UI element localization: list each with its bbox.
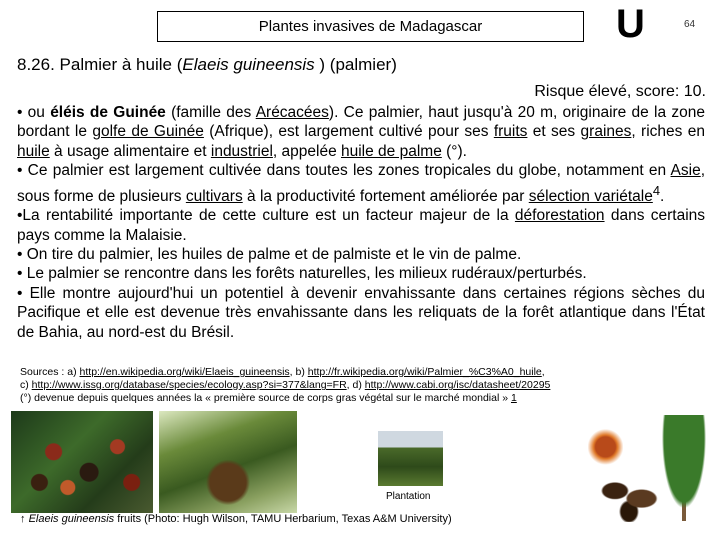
paragraph-invasive-potential: • Elle montre aujourd'hui un potentiel à devenir envahissante dans certaines régions sèches du Pacifique et elle est devenue très envahissante dans les reliquats de la forêt atlantique dans l'État de Bahia, au nord-est du Brésil.	[17, 284, 705, 341]
risk-score: Risque élevé, score: 10.	[534, 83, 706, 100]
footnote-link-1[interactable]: 1	[510, 392, 517, 405]
logo-u: U	[616, 2, 645, 46]
photo-seeds	[594, 470, 664, 522]
paragraph-habitat: • Le palmier se rencontre dans les forêts naturelles, les milieux rudéraux/perturbés.	[17, 265, 587, 283]
link-fruits[interactable]: fruits	[493, 123, 528, 141]
link-industriel[interactable]: industriel	[210, 142, 273, 160]
photo-palm-tree	[159, 411, 297, 513]
paragraph-products: • On tire du palmier, les huiles de palme et de palmiste et le vin de palme.	[17, 246, 522, 263]
paragraph-cultivation: • Ce palmier est largement cultivée dans toutes les zones tropicales du globe, notamment en Asie, sous forme de plusieurs cultivars à la productivité fortement améliorée par sélection variétale$^4$.	[17, 162, 705, 205]
sources-line-3: (°) devenue depuis quelques années la « première source de corps gras végétal sur le marché mondial » 1	[20, 392, 517, 405]
source-link-cabi[interactable]: http://www.cabi.org/isc/datasheet/20295	[364, 379, 551, 392]
source-link-issg[interactable]: http://www.issg.org/database/species/ecology.asp?si=377&lang=FR	[31, 379, 347, 392]
paragraph-origin: • ou éléis de Guinée (famille des Arécacées). Ce palmier, haut jusqu'à 20 m, originaire de la zone bordant le golfe de Guinée (Afrique), est largement cultivé pour ses fruits et ses graines, riches en huile à usage alimentaire et industriel, appelée huile de palme (°).	[17, 104, 705, 160]
body-text	[17, 103, 705, 342]
link-cultivars[interactable]: cultivars	[185, 187, 243, 205]
page-number: 64	[684, 19, 696, 30]
photo-palm-fruits	[11, 411, 153, 513]
source-link-en-wikipedia[interactable]: http://en.wikipedia.org/wiki/Elaeis_guineensis	[79, 366, 290, 378]
link-huile[interactable]: huile	[17, 142, 50, 160]
sources	[20, 366, 710, 406]
species-name: Elaeis guineensis	[182, 55, 315, 74]
plantation-label: Plantation	[386, 491, 431, 502]
sources-line-2: c) http://www.issg.org/database/species/ecology.asp?si=377&lang=FR, d) http://www.cabi.org/isc/datasheet/20295	[20, 379, 551, 392]
photo-plantation	[378, 431, 443, 486]
header-title-box	[157, 11, 584, 42]
slide-title: 8.26. Palmier à huile (Elaeis guineensis ) (palmier)	[17, 55, 397, 74]
link-deforestation[interactable]: déforestation	[514, 207, 605, 225]
up-arrow-icon: ↑	[20, 513, 29, 525]
header-title: Plantes invasives de Madagascar	[258, 18, 483, 35]
photo-fruit-bunch	[588, 415, 623, 473]
link-golfe-de-guinee[interactable]: golfe de Guinée	[92, 123, 204, 141]
photo-palm-illustration	[658, 415, 710, 521]
link-selection-varietale[interactable]: sélection variétale	[528, 187, 653, 205]
link-asie[interactable]: Asie	[670, 162, 701, 180]
sources-line-1: Sources : a) http://en.wikipedia.org/wiki/Elaeis_guineensis, b) http://fr.wikipedia.org/wiki/Palmier_%C3%A0_huile,	[20, 366, 545, 378]
link-arecacees[interactable]: Arécacées	[255, 104, 329, 121]
source-link-fr-wikipedia[interactable]: http://fr.wikipedia.org/wiki/Palmier_%C3%A0_huile	[307, 366, 542, 378]
link-graines[interactable]: graines	[580, 123, 632, 141]
link-huile-de-palme[interactable]: huile de palme	[341, 142, 442, 160]
photo-credit: ↑ Elaeis guineensis fruits (Photo: Hugh Wilson, TAMU Herbarium, Texas A&M University)	[20, 513, 452, 525]
paragraph-deforestation: •La rentabilité importante de cette culture est un facteur majeur de la déforestation dans certains pays comme la Malaisie.	[17, 207, 706, 244]
